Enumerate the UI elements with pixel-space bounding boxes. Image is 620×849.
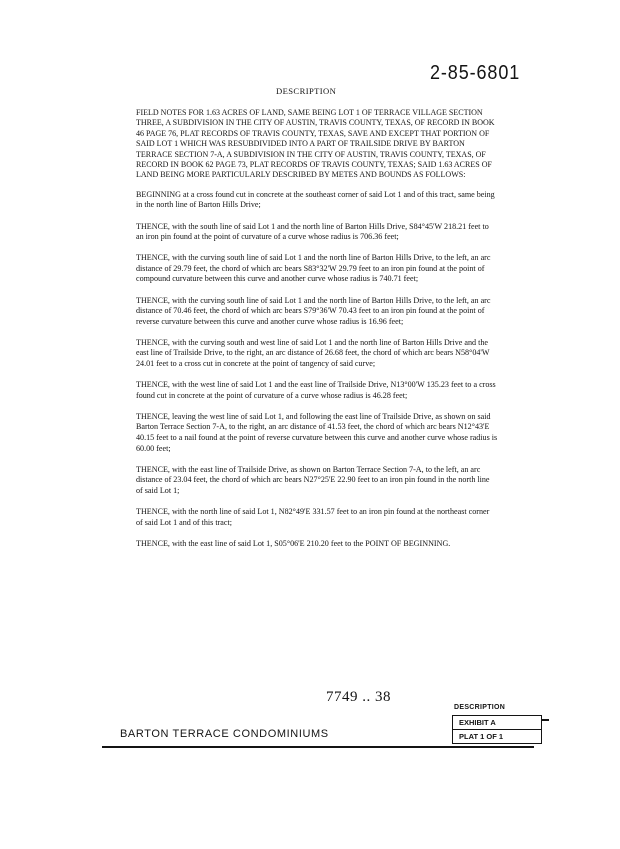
project-name: BARTON TERRACE CONDOMINIUMS [120,728,329,740]
description-heading: DESCRIPTION [276,86,337,96]
stamp-label: DESCRIPTION [454,704,506,711]
project-name-underline [102,746,534,748]
intro-paragraph: FIELD NOTES FOR 1.63 ACRES OF LAND, SAME BEING LOT 1 OF TERRACE VILLAGE SECTION THREE, A SUBDIVISION IN THE CITY OF AUSTIN, TRAVIS COUNTY, TEXAS, OF RECORD IN BOOK 46 PAGE 76, PLAT RECORDS OF TRAVIS COUNTY, TEXAS, SAVE AND EXCEPT THAT PORTION OF SAID LOT 1 WHICH WAS RESUBDIVIDED INTO A PART OF TRAILSIDE DRIVE BY BARTON TERRACE SECTION 7-A, A SUBDIVISION IN THE CITY OF AUSTIN, TRAVIS COUNTY, TEXAS, OF RECORD IN BOOK 62 PAGE 73, PLAT RECORDS OF TRAVIS COUNTY, TEXAS; SAID 1.63 ACRES OF LAND BEING MORE PARTICULARLY DESCRIBED BY METES AND BOUNDS AS FOLLOWS: [136,108,495,180]
exhibit-stamp [452,715,542,744]
description-body [136,108,498,560]
stamp-pointer-mark [541,719,549,721]
page-number: 7749 .. 38 [326,689,391,705]
metes-paragraph-6: THENCE, leaving the west line of said Lot 1, and following the east line of Trailside Drive, as shown on said Barton Terrace Section 7-A, to the right, an arc distance of 41.53 feet, the chord of which arc bears N12°43'E 40.15 feet to a nail found at the point of reverse curvature between this curve and another curve whose radius is 60.00 feet; [136,411,498,453]
metes-paragraph-end: THENCE, with the east line of said Lot 1, S05°06'E 210.20 feet to the POINT OF BEGINNING. [136,538,451,548]
metes-paragraph-2: THENCE, with the curving south line of said Lot 1 and the north line of Barton Hills Drive, to the left, an arc distance of 29.79 feet, the chord of which arc bears S83°32'W 29.79 feet to an iron pin found at the point of compound curvature between this curve and another curve whose radius is 740.71 feet; [136,253,491,284]
metes-paragraph-8: THENCE, with the north line of said Lot 1, N82°49'E 331.57 feet to an iron pin found at the northeast corner of said Lot 1 and of this tract; [136,506,490,527]
metes-paragraph-beginning: BEGINNING at a cross found cut in concrete at the southeast corner of said Lot 1 and of this tract, same being in the north line of Barton Hills Drive; [136,189,495,210]
metes-paragraph-4: THENCE, with the curving south and west line of said Lot 1 and the north line of Barton Hills Drive and the east line of Trailside Drive, to the right, an arc distance of 26.68 feet, the chord of which arc bears N58°04'W 24.01 feet to a cross cut in concrete at the point of tangency of said curve; [136,337,490,368]
metes-paragraph-1: THENCE, with the south line of said Lot 1 and the north line of Barton Hills Drive, S84°45'W 218.21 feet to an iron pin found at the point of curvature of a curve whose radius is 706.36 feet; [136,221,489,242]
metes-paragraph-3: THENCE, with the curving south line of said Lot 1 and the north line of Barton Hills Drive, to the left, an arc distance of 70.46 feet, the chord of which arc bears S79°36'W 70.43 feet to an iron pin found at the point of reverse curvature between this curve and another curve whose radius is 16.96 feet; [136,295,491,326]
metes-paragraph-7: THENCE, with the east line of Trailside Drive, as shown on Barton Terrace Section 7-A, to the left, an arc distance of 23.04 feet, the chord of which arc bears N27°25'E 22.90 feet to an iron pin found in the north line of said Lot 1; [136,464,490,495]
plat-label: PLAT 1 OF 1 [453,729,541,743]
metes-paragraph-5: THENCE, with the west line of said Lot 1 and the east line of Trailside Drive, N13°00'W 135.23 feet to a cross found cut in concrete at the point of curvature of a curve whose radius is 46.28 feet; [136,380,496,400]
document-number: 2-85-6801 [430,62,521,84]
exhibit-label: EXHIBIT A [459,718,496,727]
